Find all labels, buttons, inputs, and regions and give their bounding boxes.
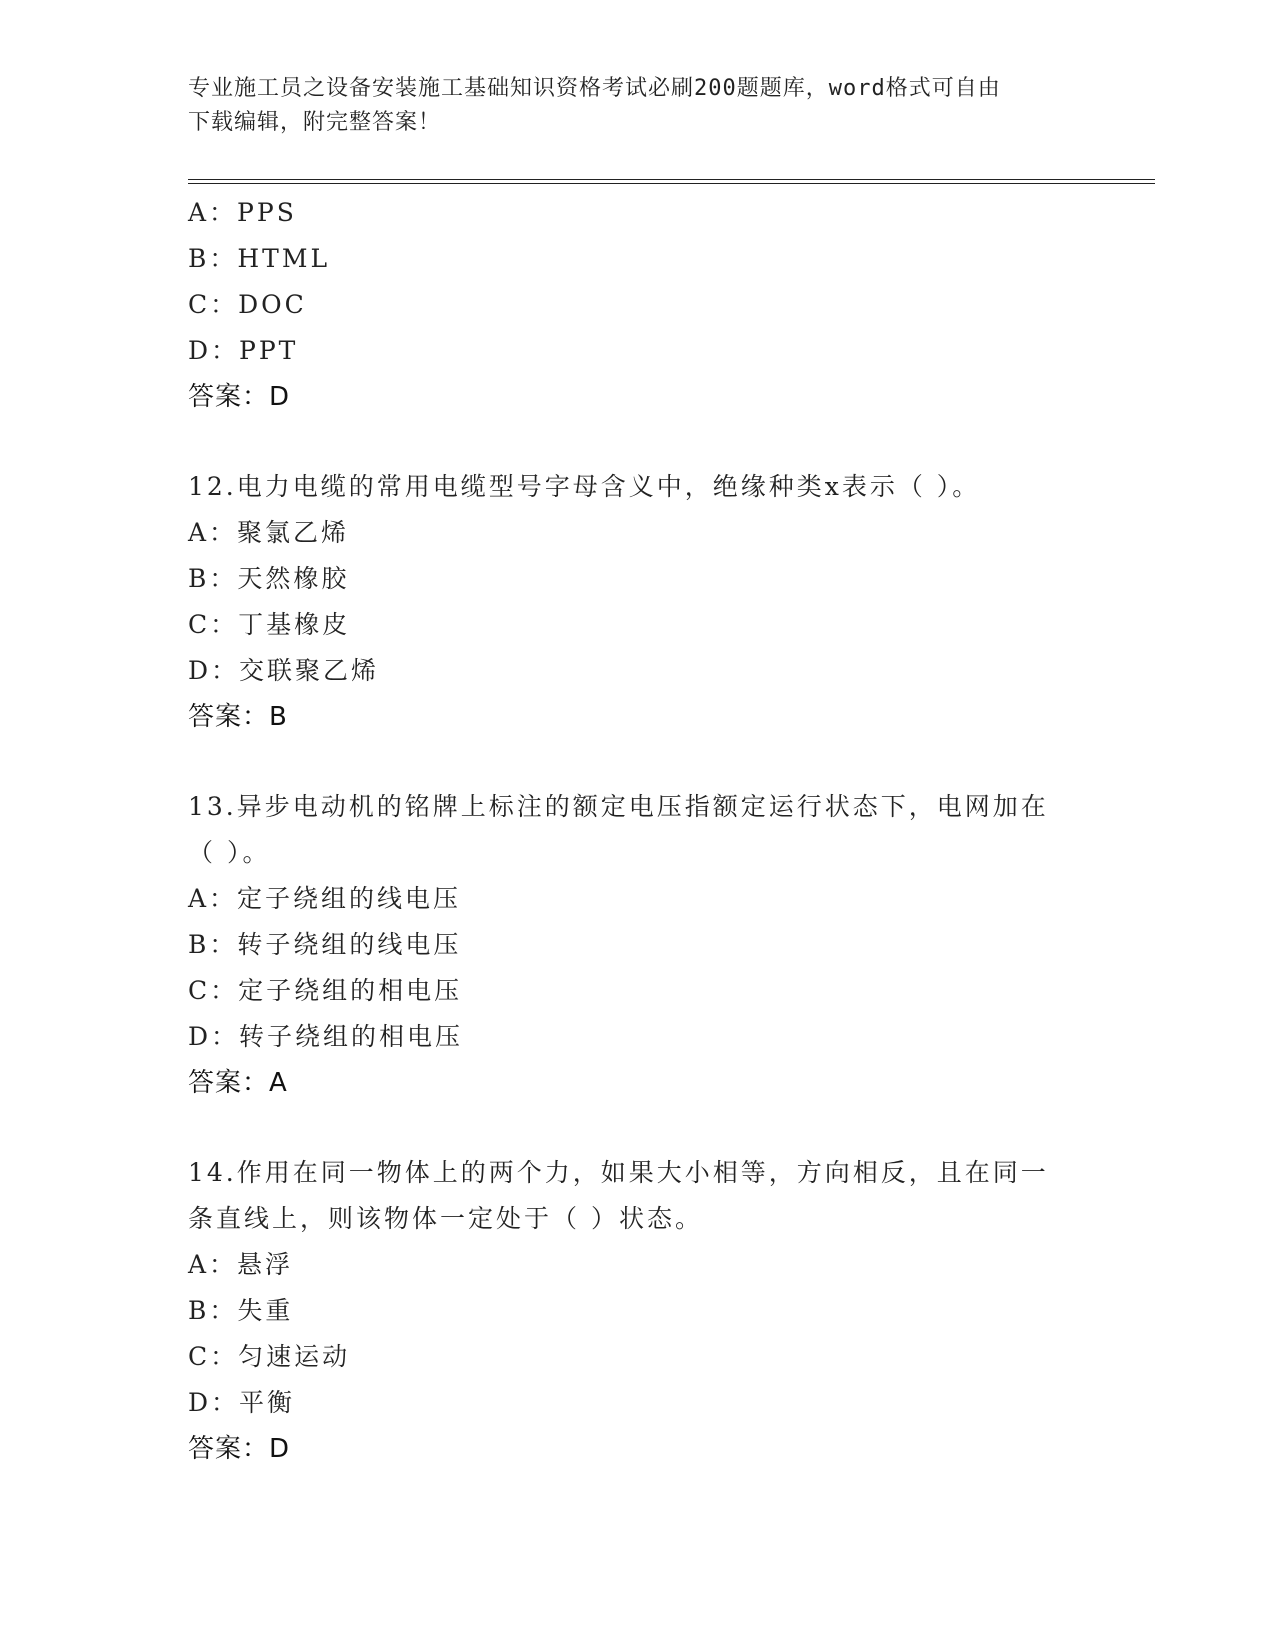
header-line: 下载编辑，附完整答案！ xyxy=(188,110,442,135)
question-gap xyxy=(188,740,1088,784)
option-c: C：匀速运动 xyxy=(188,1342,351,1371)
option-c: C：DOC xyxy=(188,290,307,319)
header-divider xyxy=(188,183,1155,184)
question-stem: 13.异步电动机的铭牌上标注的额定电压指额定运行状态下，电网加在 xyxy=(188,792,1049,821)
option-d: D：交联聚乙烯 xyxy=(188,656,380,685)
question-stem: 14.作用在同一物体上的两个力，如果大小相等，方向相反，且在同一 xyxy=(188,1158,1049,1187)
question-12 xyxy=(188,464,1088,740)
option-b: B：转子绕组的线电压 xyxy=(188,930,462,959)
option-d: D：PPT xyxy=(188,336,299,365)
option-b: B：HTML xyxy=(188,244,331,273)
question-stem-continued: （ ）。 xyxy=(188,838,271,867)
answer-line: 答案：D xyxy=(188,382,291,412)
question-gap xyxy=(188,1106,1088,1150)
answer-line: 答案：A xyxy=(188,1068,288,1098)
question-13 xyxy=(188,784,1088,1106)
header-line: 专业施工员之设备安装施工基础知识资格考试必刷200题题库，word格式可自由 xyxy=(188,76,1001,101)
question-14 xyxy=(188,1150,1088,1472)
header-divider xyxy=(188,179,1155,180)
previous-question-block xyxy=(188,190,1088,420)
question-list xyxy=(188,190,1088,1472)
option-d: D：平衡 xyxy=(188,1388,296,1417)
question-gap xyxy=(188,420,1088,464)
document-header xyxy=(188,72,1088,140)
option-b: B：失重 xyxy=(188,1296,294,1325)
option-d: D：转子绕组的相电压 xyxy=(188,1022,464,1051)
option-c: C：定子绕组的相电压 xyxy=(188,976,463,1005)
question-stem-continued: 条直线上，则该物体一定处于（ ）状态。 xyxy=(188,1204,703,1233)
option-a: A：悬浮 xyxy=(188,1250,294,1279)
answer-line: 答案：D xyxy=(188,1434,291,1464)
option-a: A：聚氯乙烯 xyxy=(188,518,350,547)
answer-line: 答案：B xyxy=(188,702,288,732)
option-c: C：丁基橡皮 xyxy=(188,610,351,639)
option-a: A：PPS xyxy=(188,198,297,227)
option-b: B：天然橡胶 xyxy=(188,564,350,593)
option-a: A：定子绕组的线电压 xyxy=(188,884,462,913)
question-stem: 12.电力电缆的常用电缆型号字母含义中，绝缘种类x表示（ ）。 xyxy=(188,472,981,501)
